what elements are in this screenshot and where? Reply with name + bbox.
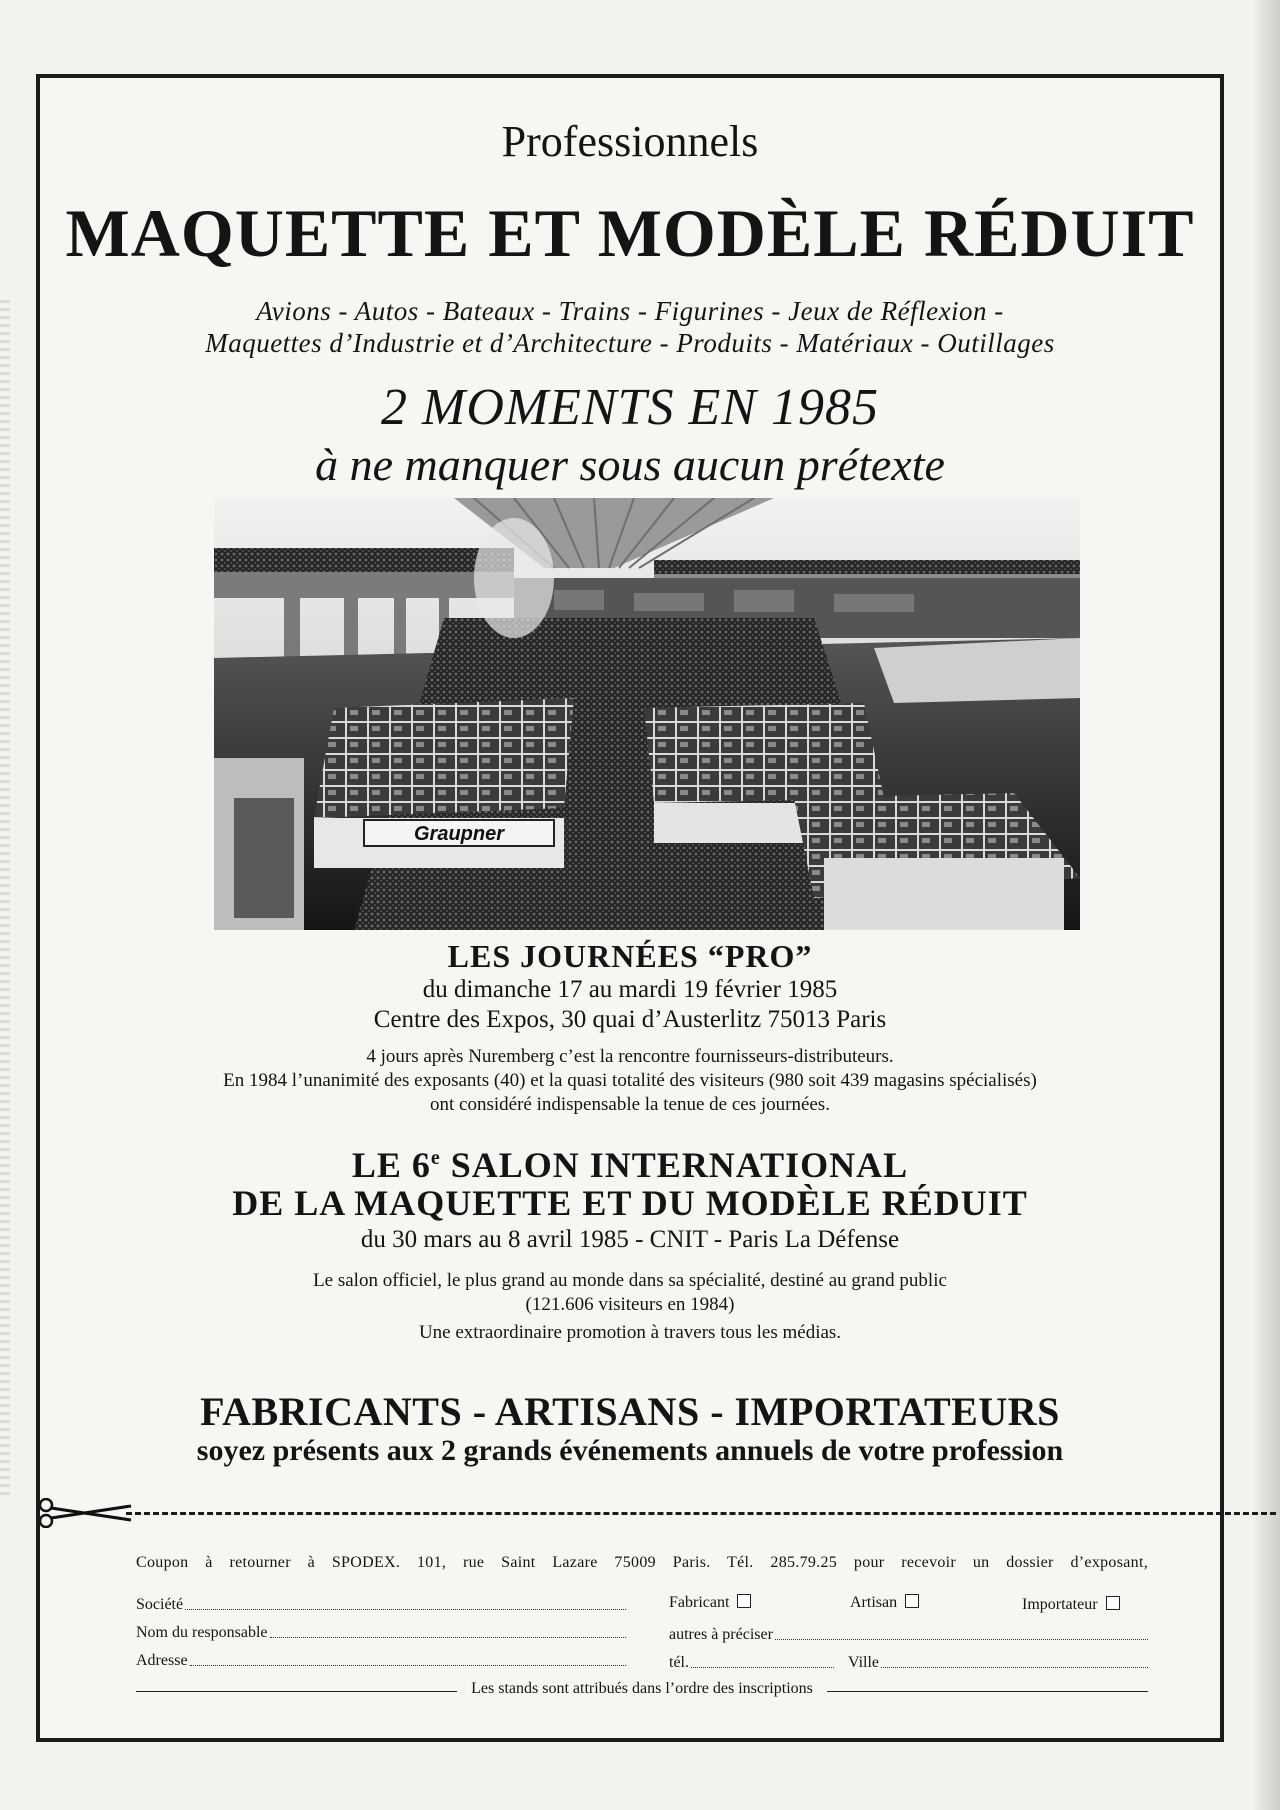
coupon-cut-line [36, 1498, 1276, 1528]
societe-label: Société [136, 1596, 184, 1613]
main-title: MAQUETTE ET MODÈLE RÉDUIT [65, 195, 1195, 271]
footer-text: Les stands sont attribués dans l’ordre des inscriptions [471, 1680, 813, 1697]
journees-desc-1: 4 jours après Nuremberg c’est la rencontre fournisseurs-distributeurs. [366, 1046, 894, 1067]
journees-dates: du dimanche 17 au mardi 19 février 1985 [422, 976, 838, 1003]
journees-title: LES JOURNÉES “PRO” [447, 938, 813, 974]
field-tel[interactable] [669, 1652, 834, 1672]
categories-line-2: Maquettes d’Industrie et d’Architecture - Produits - Matériaux - Outillages [205, 328, 1055, 358]
societe-dotted-line[interactable] [185, 1608, 626, 1610]
field-societe[interactable] [136, 1594, 626, 1614]
artisan-checkbox[interactable] [905, 1594, 919, 1608]
artisan-label: Artisan [850, 1594, 898, 1611]
graupner-sign: Graupner [413, 823, 505, 845]
field-responsable[interactable] [136, 1622, 626, 1642]
footer-rule-left [136, 1691, 457, 1692]
field-autres[interactable] [669, 1624, 1148, 1644]
categories-line-1: Avions - Autos - Bateaux - Trains - Figurines - Jeux de Réflexion - [256, 296, 1004, 326]
moments-subheadline: à ne manquer sous aucun prétexte [315, 439, 945, 490]
coupon-footer [136, 1680, 1148, 1698]
adresse-label: Adresse [136, 1652, 188, 1669]
importateur-label: Importateur [1022, 1596, 1098, 1613]
pre-title: Professionnels [501, 117, 759, 166]
checkbox-artisan[interactable] [850, 1594, 919, 1612]
binding-edge [0, 300, 10, 1500]
field-adresse[interactable] [136, 1650, 626, 1670]
journees-place: Centre des Expos, 30 quai d’Austerlitz 75013 Paris [373, 1006, 887, 1033]
importateur-checkbox[interactable] [1106, 1596, 1120, 1610]
fabricant-label: Fabricant [669, 1594, 730, 1611]
salon-desc-2: (121.606 visiteurs en 1984) [525, 1294, 735, 1315]
advertisement-frame [36, 74, 1224, 1742]
scissors-icon [36, 1498, 136, 1528]
fabricant-checkbox[interactable] [737, 1594, 751, 1608]
salon-desc-1: Le salon officiel, le plus grand au monde dans sa spécialité, destiné au grand public [313, 1270, 947, 1291]
checkbox-importateur[interactable] [1022, 1596, 1120, 1614]
call-subline: soyez présents aux 2 grands événements annuels de votre profession [196, 1434, 1064, 1467]
salon-title-line-1 [40, 1144, 1220, 1186]
checkbox-fabricant[interactable] [669, 1594, 751, 1612]
field-ville[interactable] [848, 1652, 1148, 1672]
salon-title-sup: e [430, 1147, 441, 1169]
exhibition-hall-photo [214, 498, 1080, 930]
responsable-dotted-line[interactable] [270, 1636, 626, 1638]
moments-headline: 2 MOMENTS EN 1985 [381, 379, 879, 436]
responsable-label: Nom du responsable [136, 1624, 268, 1641]
coupon-intro: Coupon à retourner à SPODEX. 101, rue Saint Lazare 75009 Paris. Tél. 285.79.25 pour recevoir un dossier d’exposant, [136, 1554, 1148, 1571]
salon-title-line-2: DE LA MAQUETTE ET DU MODÈLE RÉDUIT [232, 1183, 1028, 1223]
salon-title-prefix: LE 6 [351, 1145, 431, 1185]
autres-dotted-line[interactable] [775, 1638, 1148, 1640]
tel-dotted-line[interactable] [691, 1666, 834, 1668]
adresse-dotted-line[interactable] [190, 1664, 626, 1666]
footer-rule-right [827, 1691, 1148, 1692]
dashed-line [126, 1512, 1276, 1515]
ville-label: Ville [848, 1654, 880, 1671]
journees-desc-3: ont considéré indispensable la tenue de ces journées. [430, 1094, 830, 1115]
salon-dates: du 30 mars au 8 avril 1985 - CNIT - Paris La Défense [360, 1226, 900, 1253]
salon-desc-3: Une extraordinaire promotion à travers tous les médias. [418, 1322, 842, 1343]
journees-desc-2: En 1984 l’unanimité des exposants (40) et la quasi totalité des visiteurs (980 soit 439 magasins spécialisés) [223, 1070, 1037, 1091]
tel-label: tél. [669, 1654, 689, 1671]
autres-label: autres à préciser [669, 1626, 773, 1643]
page-edge-shadow [1252, 0, 1280, 1810]
call-headline: FABRICANTS - ARTISANS - IMPORTATEURS [200, 1389, 1060, 1434]
salon-title-rest: SALON INTERNATIONAL [440, 1145, 909, 1185]
ville-dotted-line[interactable] [881, 1666, 1148, 1668]
